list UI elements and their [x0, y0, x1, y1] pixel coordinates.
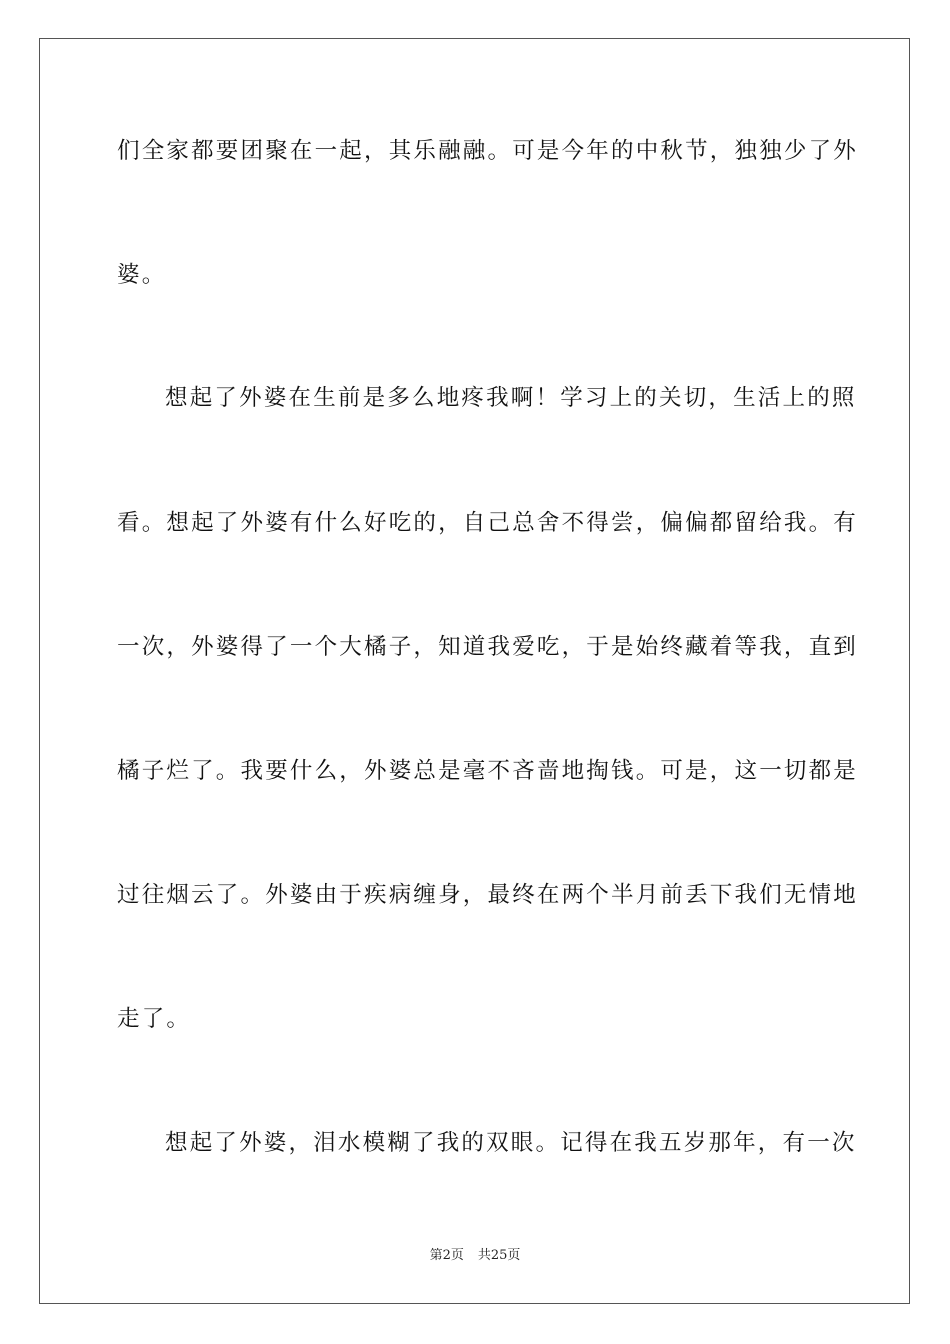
paragraph-line: 想起了外婆，泪水模糊了我的双眼。记得在我五岁那年，有一次: [165, 1130, 857, 1156]
page-frame: [39, 38, 910, 1304]
page-number: 第2页: [429, 1248, 464, 1263]
paragraph-line: 一次，外婆得了一个大橘子，知道我爱吃，于是始终藏着等我，直到: [117, 634, 859, 660]
paragraph-line: 们全家都要团聚在一起，其乐融融。可是今年的中秋节，独独少了外: [117, 138, 859, 164]
paragraph-line: 走了。: [117, 1006, 192, 1032]
paragraph-line: 橘子烂了。我要什么，外婆总是毫不吝啬地掏钱。可是，这一切都是: [117, 758, 859, 784]
paragraph-line: 想起了外婆在生前是多么地疼我啊！学习上的关切，生活上的照: [165, 385, 857, 411]
page-footer: [0, 1247, 950, 1265]
paragraph-line: 过往烟云了。外婆由于疾病缠身，最终在两个半月前丢下我们无情地: [117, 882, 859, 908]
paragraph-line: 婆。: [117, 262, 167, 288]
paragraph-line: 看。想起了外婆有什么好吃的，自己总舍不得尝，偏偏都留给我。有: [117, 510, 859, 536]
page-total: 共25页: [477, 1248, 521, 1263]
